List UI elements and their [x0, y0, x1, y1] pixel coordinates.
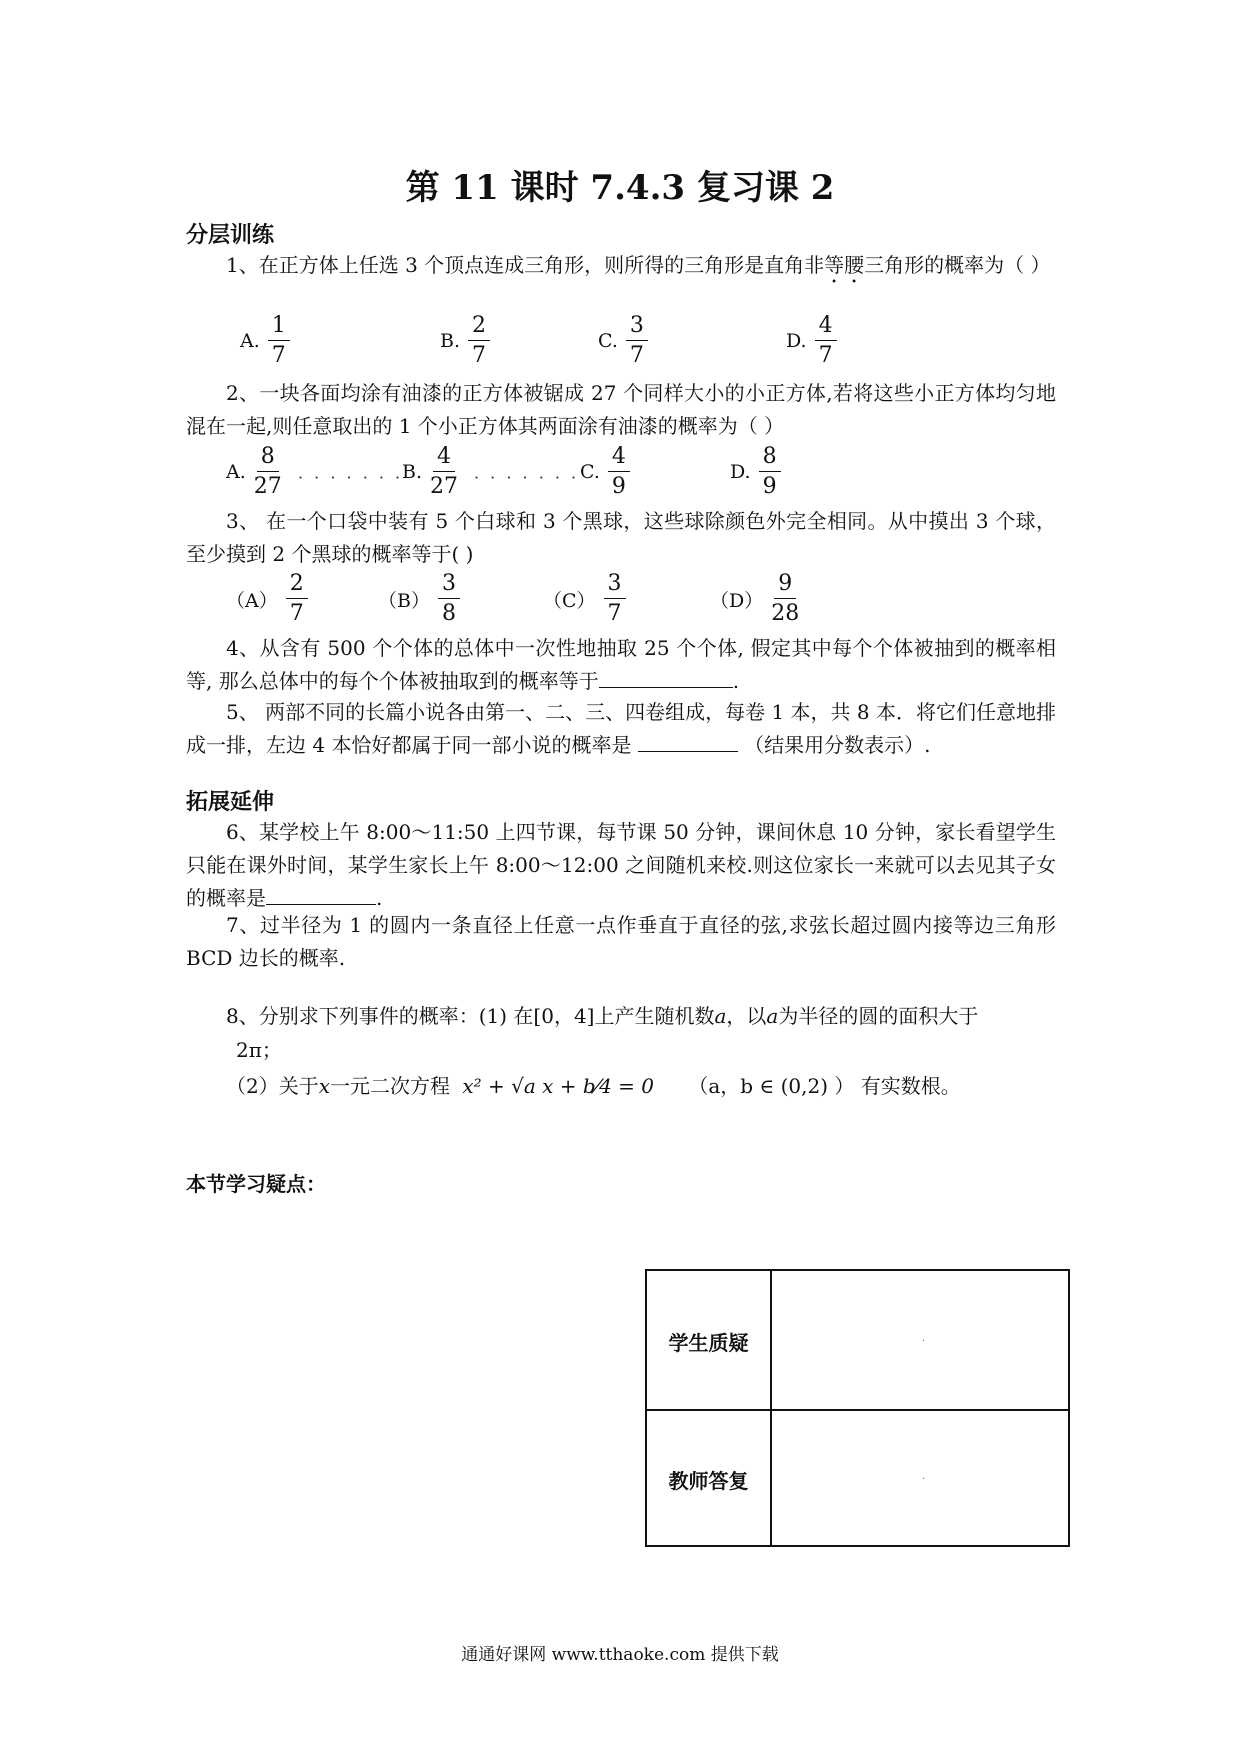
option-a — [226, 446, 282, 498]
variable-x: x — [318, 1074, 331, 1098]
page-title: 第 11 课时 7.4.3 复习课 2 — [405, 168, 835, 208]
numerator: 8 — [759, 446, 781, 472]
question-3-options — [0, 573, 1240, 633]
quadratic-equation: x² + √a x + b⁄4 = 0 — [462, 1074, 654, 1098]
denominator: 7 — [472, 343, 487, 368]
denominator: 7 — [818, 343, 833, 368]
question-2: 2、一块各面均涂有油漆的正方体被锯成 27 个同样大小的小正方体,若将这些小正方体均匀地混在一起,则任意取出的 1 个小正方体其两面涂有油漆的概率为（ ） — [186, 381, 1056, 438]
question-1-text-b: 三角形的概率为（ ） — [864, 253, 1051, 277]
question-4 — [186, 632, 1056, 698]
option-a — [240, 315, 290, 367]
fraction — [759, 446, 781, 498]
denominator: 7 — [289, 601, 304, 626]
numerator: 4 — [815, 315, 837, 341]
section-title-doubts: 本节学习疑点： — [186, 1172, 326, 1196]
answer-blank[interactable] — [638, 729, 738, 752]
question-8-line1-mid: ，以 — [726, 1004, 767, 1028]
numerator: 4 — [608, 446, 630, 472]
section-title-training: 分层训练 — [186, 222, 275, 248]
option-label: D. — [786, 330, 807, 352]
fraction — [771, 573, 799, 625]
option-c — [598, 315, 648, 367]
question-7: 7、过半径为 1 的圆内一条直径上任意一点作垂直于直径的弦,求弦长超过圆内接等边三角形 BCD 边长的概率. — [186, 913, 1056, 970]
option-d — [730, 446, 781, 498]
section-title-extension: 拓展延伸 — [186, 789, 275, 815]
question-6-end: . — [376, 886, 383, 910]
denominator: 7 — [271, 343, 286, 368]
numerator: 8 — [257, 446, 279, 472]
variable-a: a — [766, 1004, 779, 1028]
table-divider-vertical — [770, 1271, 772, 1545]
fraction — [468, 315, 490, 367]
numerator: 3 — [604, 573, 626, 599]
question-4-end: . — [732, 669, 740, 693]
option-b — [378, 573, 460, 625]
denominator: 7 — [629, 343, 644, 368]
option-c — [580, 446, 630, 498]
question-8-line2-start: （2）关于 — [226, 1074, 319, 1098]
numerator: 9 — [774, 573, 796, 599]
option-label: （C） — [543, 589, 596, 612]
denominator: 7 — [607, 601, 622, 626]
question-5-end: （结果用分数表示）. — [744, 733, 931, 757]
question-8-line2-mid: 一元二次方程 — [330, 1074, 451, 1098]
student-question-label: 学生质疑 — [668, 1331, 749, 1355]
denominator: 9 — [762, 474, 777, 499]
question-8-part2 — [226, 1070, 1056, 1103]
option-label: C. — [598, 330, 618, 352]
option-label: （A） — [226, 589, 278, 612]
denominator: 27 — [430, 474, 459, 499]
question-3: 3、 在一个口袋中装有 5 个白球和 3 个黑球，这些球除颜色外完全相同。从中摸出 3 个球，至少摸到 2 个黑球的概率等于( ) — [186, 509, 1056, 566]
fraction — [268, 315, 290, 367]
option-d — [786, 315, 837, 367]
table-divider-horizontal — [647, 1409, 1068, 1411]
option-label: B. — [440, 330, 461, 352]
question-8-line2-end: 有实数根。 — [860, 1074, 961, 1098]
fraction — [608, 446, 630, 498]
leader-dots: · · · · · · · — [298, 468, 404, 487]
question-1-text-a: 1、在正方体上任选 3 个顶点连成三角形，则所得的三角形是直角非 — [226, 253, 825, 277]
option-b — [440, 315, 490, 367]
option-label: （D） — [710, 589, 764, 612]
option-label: （B） — [378, 589, 430, 612]
teacher-answer-cell-mark: . — [922, 1471, 926, 1482]
question-5 — [186, 696, 1056, 762]
option-a — [226, 573, 308, 625]
option-d — [710, 573, 799, 625]
variable-a: a — [714, 1004, 727, 1028]
numerator: 3 — [438, 573, 460, 599]
question-8 — [186, 1000, 1056, 1033]
option-label: C. — [580, 461, 600, 483]
option-c — [543, 573, 626, 625]
qa-table — [645, 1269, 1070, 1547]
fraction — [626, 315, 648, 367]
question-1 — [186, 249, 1056, 288]
question-1-options — [0, 315, 1240, 375]
fraction — [438, 573, 460, 625]
fraction — [430, 446, 458, 498]
question-6-text: 6、某学校上午 8:00～11:50 上四节课，每节课 50 分钟，课间休息 10 分钟，家长看望学生只能在课外时间，某学生家长上午 8:00～12:00 之间随机来校.则这位家长一来就可以去见其子女的概率是 — [186, 820, 1056, 910]
question-8-two-pi: 2π； — [236, 1038, 282, 1062]
numerator: 1 — [268, 315, 290, 341]
question-2-options — [0, 446, 1240, 506]
numerator: 4 — [433, 446, 455, 472]
option-label: D. — [730, 461, 751, 483]
question-5-text: 5、 两部不同的长篇小说各由第一、二、三、四卷组成，每卷 1 本，共 8 本．将它们任意地排成一排，左边 4 本恰好都属于同一部小说的概率是 — [186, 700, 1056, 757]
footer: 通通好课网 www.tthaoke.com 提供下载 — [461, 1645, 779, 1665]
denominator: 28 — [771, 601, 800, 626]
denominator: 9 — [611, 474, 626, 499]
question-6 — [186, 816, 1056, 915]
numerator: 2 — [468, 315, 490, 341]
leader-dots: · · · · · · · — [474, 468, 580, 487]
fraction — [286, 573, 308, 625]
option-label: B. — [402, 461, 423, 483]
parameter-condition: （a，b ∈ (0,2) ） — [688, 1074, 855, 1098]
teacher-answer-label: 教师答复 — [668, 1469, 749, 1493]
numerator: 3 — [626, 315, 648, 341]
answer-blank[interactable] — [266, 882, 376, 905]
question-4-text: 4、从含有 500 个个体的总体中一次性地抽取 25 个个体, 假定其中每个个体被抽到的概率相等, 那么总体中的每个个体被抽取到的概率等于 — [186, 636, 1056, 693]
option-label: A. — [226, 461, 246, 483]
fraction — [604, 573, 626, 625]
option-label: A. — [240, 330, 260, 352]
student-question-cell-mark: . — [922, 1333, 926, 1344]
fraction — [254, 446, 282, 498]
question-8-line1: 8、分别求下列事件的概率：(1) 在[0，4]上产生随机数 — [226, 1004, 715, 1028]
question-8-line1-end: 为半径的圆的面积大于 — [778, 1004, 979, 1028]
denominator: 8 — [441, 601, 456, 626]
denominator: 27 — [253, 474, 282, 499]
option-b — [402, 446, 458, 498]
numerator: 2 — [286, 573, 308, 599]
question-1-emphasis: 等腰 — [824, 253, 865, 277]
answer-blank[interactable] — [599, 665, 733, 688]
fraction — [815, 315, 837, 367]
